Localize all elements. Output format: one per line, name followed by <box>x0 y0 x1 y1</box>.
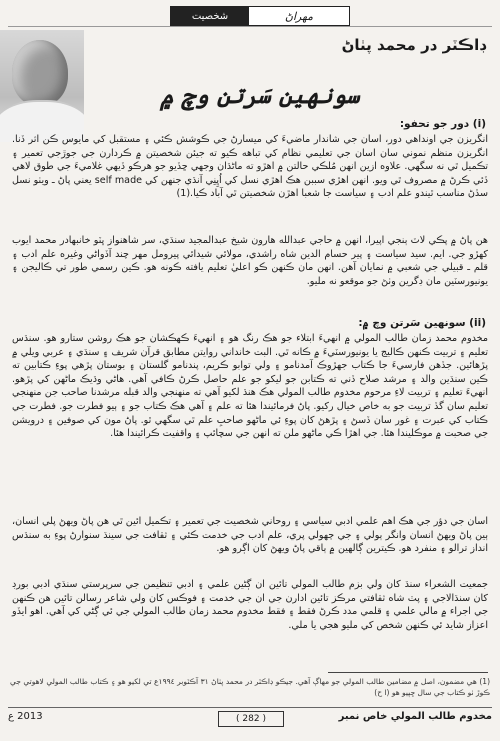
section2-paragraph3: جمعيت الشعراء سنڌ کان ولي بزم طالب المولي تائين ان ڳڻين علمي ۽ ادبي تنظيمن جي سرپرستي سنڌي ادبي بورڊ کان سنڌالاجي ۽ پٽ شاه ثقافتي مرڪز تائين ادارن جي ان جي خدمت ۽ فوڪس کان ولي شاعر رسالن تائين هن ڪنهن جي اجراء ۾ مالي علمي ۽ قلمي مدد ڪرڻ فقط ۽ فقط مخدوم محمد زمان طالب المولي جي ئي ڳڻي کي آهي. اهو ايڏو اعزاز شايد ئي ڪنهن شخص کي مليو هجي يا ملي. <box>12 579 488 631</box>
issue-year: 2013 ع <box>8 711 43 722</box>
section2-paragraph1: مخدوم محمد زمان طالب المولي ۾ انهيءَ ابتلاء جو هڪ رنگ هو ۽ انهيءَ ڪهڪشان جو هڪ روشن ستارو هو. سنڌس تعليم ۽ تربيت ڪنهن ڪاليج يا يونيورسٽيءَ ۾ ڪانه ٿي. البت خانداني روايتن مطابق قرآن شريف ۽ سنڌي ۽ عربي ويلي ۾ پڙهائين. جڏهن فارسيءَ جا ڪتاب جهڙوڪ آمدنامو ۽ ولي توابو ڪريم، پندنامو گلستان ۽ بوستان پڙهي پوءِ ڪتابين ته ڪين سنڌين والد ۽ مرشد صلاح ڏني ته ڪتابن جو ليکو جو علم حاصل ڪرڻ ڪافي آهي. هاڻي وڌيڪ ماڻهن کي پڙهو. انهيءَ تعليم ۽ تربيت لاءِ مرحوم مخدوم طالب المولي هڪ هنڌ لکيو آهي ته منهنجي والد قبله مرشدنا صاحب جن منهنجي تعليم سان گڏ تربيت جو به خاص خيال رکيو. پاڻ فرمائيندا هئا ته علم ۽ آهي هڪ ڪتاب جو ۽ ٻيو فطرت جو. فطرت جي ڪتاب کي عبرت ۽ غور سان ڏسڻ ۽ پڙهڻ کان پوءِ ئي ماڻهو صاحبِ علم ٿي سگهي ٿو. پاڻ مون کي صوفين ۽ درويشن جي صحبت ۾ موڪليندا هئا. جي اهڙا ڪي ماڻهو ملن ته انهن جي سچائپ ۽ واقفيت ڪرائيندا هئا. <box>12 333 488 440</box>
special-issue-label: مخدوم طالب المولي خاص نمبر <box>338 711 492 722</box>
section1-heading: (i) دور جو تحفو: <box>399 118 486 130</box>
section2-heading: (ii) سونهين سَرتن وچ ۾: <box>358 317 486 329</box>
section1-paragraph1: انگريزن جي اونداهي دور، اسان جي شاندار ماضيءَ کي ميسارڻ جي ڪوشش ڪئي ۽ مستقبل کي مايوس ڪن اثر ڏنا. انگريزن منظم نموني سان اسان جي تعليمي نظام کي تباهه ڪيو ته جيئن شخصيتن ۾ ڪردارن جي جوڙجي تعمير ۽ تڪميل ٿي نه سگهي. علاوه ازين انهن مُلڪي حالتن ۾ اهڙو ته ماڻڌان وجهي ڇڏيو جو هرڪو ڏيهي غلاميءَ جي طوق لاهي ڏئي ڪرڻ ۾ مصروف ٿي ويو. انهن اهڙي سببن هڪ اهڙي نسل کي اُڀِنِي آنڌي جنهن کي self made يعني پاڻ ـ ويٺو نسل سڏڻ مناسب ٿيندو علم ادب ۽ سياست جا شعبا اهڙن شخصيتن ٿي آباد ڪيا.(1) <box>12 134 488 200</box>
author-photo <box>0 30 84 142</box>
category-label: شخصيت <box>171 7 249 25</box>
footer-divider <box>8 707 492 708</box>
page-number: ( 282 ) <box>218 711 284 727</box>
author-photo-head <box>12 40 68 106</box>
magazine-logo: مهراڻ <box>284 9 314 23</box>
section1-paragraph2: هن پاڻ ۾ پڪي لاٽ ٻنجي اپيرا، انهن ۾ حاجي عبدالله هارون شيخ عبدالمجيد سنڌي، سر شاهنواز ڀٽو خانبهادر محمد ايوب کهڙو جي. ايم. سيد سياست ۽ پير حسام الدين شاه راشدي، مولائي شيدائي پيرومل مهر چند آڏواڻي وغيره علم ادب ۽ قلم ـ قبيلي جي شعبي ۾ نمايان آهن. انهن مان ڪنهن ڪو اعليٰ تعليم يافته ڪونه هو. ڪين رسمي طور تي ڪاليجن ۽ يونيورسٽين مان ڊگرين وٺڻ جو موقعو نه مليو. <box>12 235 488 287</box>
page-header <box>170 6 350 26</box>
page-footer <box>8 711 492 727</box>
author-name: ڊاڪٽر در محمد پٺاڻ <box>341 36 486 54</box>
section2-paragraph2: اسان جي دؤر جي هڪ اهم علمي ادبي سياسي ۽ روحاني شخصيت جي تعمير ۽ تڪميل ائين ٿي هن پاڻ ويهڻ پلي انسان، ٻين پاڻ ويهڻ انسان وانگر ٻولي ۽ جي ڄهولي پري، علم ادب جي خدمت ڪئي ۽ ثقافت جي سينڌ سنوارڻ پوءِ به سنڌس انداز ترالو ۽ منفرد هو. ڪيترين ڳالهين ۾ ٻاقي پاڻ ويهڻ کان اڳرو هو. <box>12 516 488 555</box>
footnote: (1) هي مضمون، اصل ۾ مضامين طالب المولي جو مهاڳ آهي. جيڪو ڊاڪٽر در محمد پٺاڻ ٣١ آڪٽوبر ١٩٩٤ع تي لکيو هو ۽ ڪتاب طالب المولي لاهوتي جي ڪوڙ ٺو ڪتاب جي سال ڇپيو هو (ا ح) <box>10 677 490 697</box>
header-divider <box>8 26 492 27</box>
footnote-divider <box>328 672 488 673</box>
article-title: سونهين سَرتن وچ ۾ <box>160 82 360 109</box>
